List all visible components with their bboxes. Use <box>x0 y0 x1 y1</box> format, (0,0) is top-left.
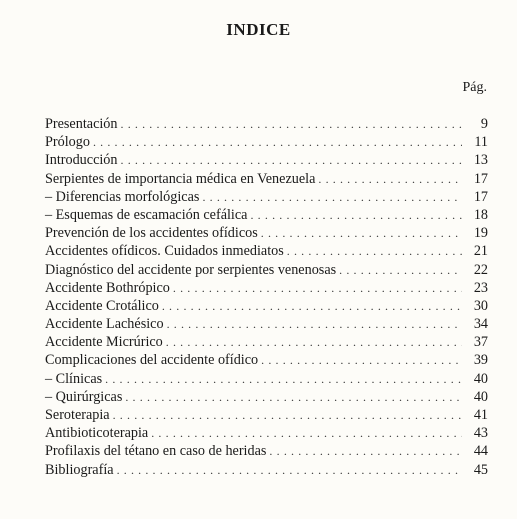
toc-entry-page: 41 <box>473 407 488 423</box>
toc-entry <box>45 442 488 460</box>
toc-entry <box>45 224 488 242</box>
toc-leader-dots <box>125 388 462 406</box>
toc-entry-title: Accidente Micrúrico <box>45 334 163 351</box>
toc-entry <box>45 170 488 188</box>
toc-entry-page: 39 <box>473 352 488 369</box>
toc-entry-title: – Clínicas <box>45 370 103 387</box>
toc-leader-dots <box>121 115 463 133</box>
toc-entry-page: 40 <box>473 370 488 387</box>
toc-entry-title: Introducción <box>45 152 118 169</box>
toc-entry-page: 23 <box>473 279 488 296</box>
toc-entry-title: Accidentes ofídicos. Cuidados inmediatos <box>45 243 284 260</box>
toc-entry-page: 21 <box>473 243 488 260</box>
toc-leader-dots <box>202 188 462 206</box>
toc-entry-title: – Diferencias morfológicas <box>45 188 200 205</box>
toc-entry <box>45 279 488 297</box>
toc-entry-page: 19 <box>473 225 488 242</box>
toc-entry-title: Profilaxis del tétano en caso de heridas <box>45 443 267 460</box>
toc-entry <box>45 297 488 315</box>
toc-entry <box>45 333 488 351</box>
toc-leader-dots <box>121 151 463 169</box>
toc-entry-page: 44 <box>473 443 488 460</box>
toc-leader-dots <box>151 424 462 442</box>
toc-leader-dots <box>166 333 462 351</box>
toc-leader-dots <box>287 242 462 260</box>
toc-entry-title: Seroterapia <box>45 407 110 423</box>
toc-entry <box>45 370 488 388</box>
page-column-heading: Pág. <box>462 80 487 95</box>
toc-entry-title: Accidente Crotálico <box>45 297 159 314</box>
toc-entry <box>45 188 488 206</box>
toc-leader-dots <box>162 297 462 315</box>
toc-entry-page: 17 <box>473 188 488 205</box>
toc-leader-dots <box>105 370 462 388</box>
toc-entry <box>45 151 488 169</box>
page-title: INDICE <box>226 20 291 39</box>
toc-entry <box>45 261 488 279</box>
toc-entry-title: Serpientes de importancia médica en Venezuela <box>45 170 316 187</box>
toc-entry-page: 45 <box>473 461 488 478</box>
toc-entry-page: 30 <box>473 297 488 314</box>
toc-entry <box>45 388 488 406</box>
toc-entry <box>45 115 488 133</box>
toc-entry <box>45 242 488 260</box>
toc-leader-dots <box>318 170 462 188</box>
toc-entry-page: 43 <box>473 425 488 442</box>
toc-entry <box>45 424 488 442</box>
toc-entry-page: 40 <box>473 388 488 405</box>
toc-leader-dots <box>261 351 462 369</box>
toc-entry-page: 22 <box>473 261 488 278</box>
toc-entry-title: Antibioticoterapia <box>45 425 149 442</box>
toc-entry-title: Presentación <box>45 116 118 132</box>
toc-entry-title: – Esquemas de escamación cefálica <box>45 206 248 223</box>
toc-entry-title: Diagnóstico del accidente por serpientes venenosas <box>45 261 337 278</box>
toc-leader-dots <box>173 279 462 297</box>
toc-entry-page: 9 <box>480 116 488 132</box>
toc-leader-dots <box>269 442 462 460</box>
toc-entry-title: Prólogo <box>45 134 90 151</box>
toc-entry-title: Bibliografía <box>45 461 114 478</box>
toc-entry-page: 37 <box>473 334 488 351</box>
toc-entry-title: – Quirúrgicas <box>45 388 123 405</box>
toc-entry-page: 18 <box>473 206 488 223</box>
toc-entry <box>45 461 488 479</box>
toc-entry-title: Accidente Bothrópico <box>45 279 170 296</box>
toc-entry <box>45 133 488 151</box>
toc-leader-dots <box>167 315 462 333</box>
toc-entry-title: Prevención de los accidentes ofídicos <box>45 225 258 242</box>
toc-entry-title: Complicaciones del accidente ofídico <box>45 352 259 369</box>
toc-entry <box>45 351 488 369</box>
toc-entry-page: 11 <box>474 134 488 151</box>
toc-entry-page: 17 <box>473 170 488 187</box>
toc-entry <box>45 406 488 424</box>
toc-leader-dots <box>261 224 462 242</box>
toc-entry-page: 34 <box>473 316 488 333</box>
table-of-contents <box>45 115 488 479</box>
toc-entry-page: 13 <box>473 152 488 169</box>
toc-leader-dots <box>117 461 462 479</box>
toc-leader-dots <box>93 133 462 151</box>
toc-leader-dots <box>113 406 462 424</box>
toc-entry <box>45 206 488 224</box>
toc-entry-title: Accidente Lachésico <box>45 316 164 333</box>
toc-entry <box>45 315 488 333</box>
toc-leader-dots <box>339 261 462 279</box>
toc-leader-dots <box>250 206 462 224</box>
